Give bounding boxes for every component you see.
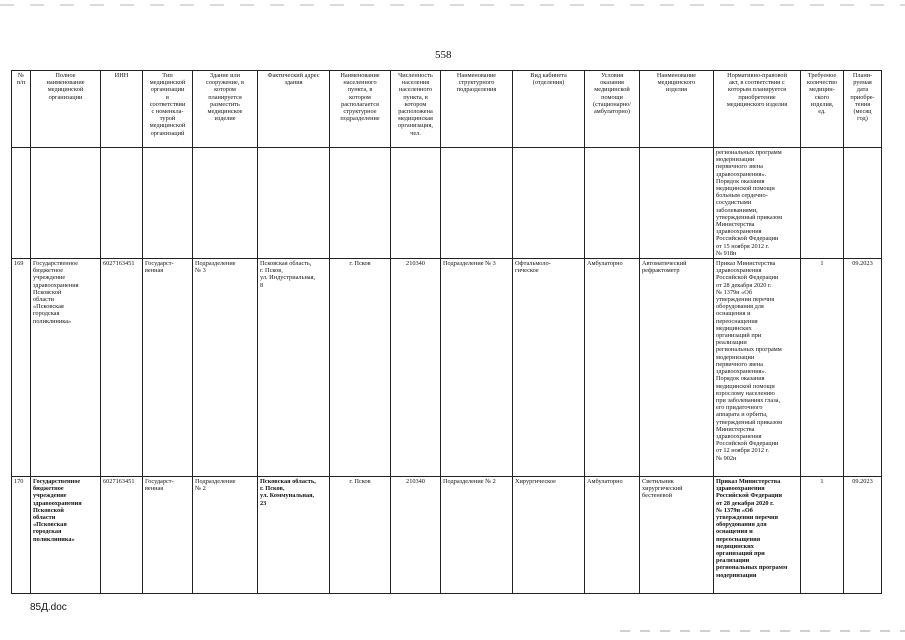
cell-empty bbox=[585, 148, 640, 259]
header-legal-act: Нормативно-правовой акт, в соответствии с которым планируется приобретение медицинского изделия bbox=[714, 71, 801, 148]
cell-org-name: Государственное бюджетное учреждение здравоохранения Псковской области «Псковская городская поликлиника» bbox=[31, 259, 101, 477]
cell-cabinet: Офтальмоло- гическое bbox=[513, 259, 585, 477]
cell-conditions: Амбулаторно bbox=[585, 259, 640, 477]
header-cabinet: Вид кабинета (отделения) bbox=[513, 71, 585, 148]
cell-inn: 6027163451 bbox=[101, 259, 143, 477]
cell-empty bbox=[441, 148, 513, 259]
header-org-type: Тип медицинской организации в соответствии с номенкла- турой медицинской организаций bbox=[143, 71, 193, 148]
cell-org-type: Государст- венная bbox=[143, 477, 193, 594]
cell-legal-act-continuation: региональных программ модернизации первичного звена здравоохранения». Порядок оказания медицинской помощи больным сердечно- сосудистыми заболеваниями, утвержденный приказом Министерства здравоохранения Российской Федерации от 15 ноября 2012 г. № 918н bbox=[714, 148, 801, 259]
cell-subdivision: Подразделение № 2 bbox=[441, 477, 513, 594]
cell-empty bbox=[193, 148, 258, 259]
header-quantity: Требуемое количество медицин- ского изделия, ед. bbox=[801, 71, 844, 148]
header-address: Фактический адрес здания bbox=[258, 71, 330, 148]
header-org-name: Полное наименование медицинской организации bbox=[31, 71, 101, 148]
header-population: Численность населения населенного пункта, в котором расположена медицинская организация, чел. bbox=[391, 71, 441, 148]
cell-empty bbox=[12, 148, 31, 259]
cell-legal-act: Приказ Министерства здравоохранения Российской Федерации от 28 декабря 2020 г. № 1379н «Об утверждении перечня оборудования для оснащения и переоснащения медицинских организаций при реализации региональных программ модернизации bbox=[714, 477, 801, 594]
page-number: 558 bbox=[435, 49, 452, 61]
table-row bbox=[12, 259, 882, 477]
table-row bbox=[12, 477, 882, 594]
cell-empty bbox=[31, 148, 101, 259]
cell-population: 210340 bbox=[391, 477, 441, 594]
cell-number: 169 bbox=[12, 259, 31, 477]
cell-legal-act: Приказ Министерства здравоохранения Российской Федерации от 28 декабря 2020 г. № 1379н «Об утверждении перечня оборудования для оснащения и переоснащения медицинских организаций при реализации региональных программ модернизации первичного звена здравоохранения». Порядок оказания медицинской помощи взрослому населению при заболеваниях глаза, его придаточного аппарата и орбиты, утвержденный приказом Министерства здравоохранения Российской Федерации от 12 ноября 2012 г. № 902н bbox=[714, 259, 801, 477]
header-locality: Наименование населенного пункта, в котором располагается структурное подразделение bbox=[330, 71, 391, 148]
cell-quantity: 1 bbox=[801, 477, 844, 594]
cell-subdivision: Подразделение № 3 bbox=[441, 259, 513, 477]
cell-empty bbox=[801, 148, 844, 259]
cell-empty bbox=[330, 148, 391, 259]
cell-empty bbox=[258, 148, 330, 259]
cell-org-name: Государственное бюджетное учреждение здравоохранения Псковской области «Псковская городская поликлиника» bbox=[31, 477, 101, 594]
cell-quantity: 1 bbox=[801, 259, 844, 477]
cell-empty bbox=[101, 148, 143, 259]
cell-address: Псковская область, г. Псков, ул. Коммунальная, 23 bbox=[258, 477, 330, 594]
cell-locality: г. Псков bbox=[330, 477, 391, 594]
scan-artifact-top bbox=[0, 4, 905, 6]
cell-empty bbox=[143, 148, 193, 259]
table-header-row bbox=[12, 71, 882, 148]
cell-date: 09.2023 bbox=[844, 477, 882, 594]
header-building: Здание или сооружение, в котором планируется разместить медицинское изделие bbox=[193, 71, 258, 148]
cell-device: Автоматический рефрактометр bbox=[640, 259, 714, 477]
cell-date: 09.2023 bbox=[844, 259, 882, 477]
cell-empty bbox=[844, 148, 882, 259]
cell-cabinet: Хирургическое bbox=[513, 477, 585, 594]
scan-artifact-bottom bbox=[620, 630, 905, 632]
cell-building: Подразделение № 3 bbox=[193, 259, 258, 477]
header-subdivision: Наименование структурного подразделения bbox=[441, 71, 513, 148]
header-date: Плани- руемая дата приобре- тения (месяц год) bbox=[844, 71, 882, 148]
header-number: № п/п bbox=[12, 71, 31, 148]
cell-building: Подразделение № 2 bbox=[193, 477, 258, 594]
cell-empty bbox=[640, 148, 714, 259]
table-row-continuation bbox=[12, 148, 882, 259]
cell-population: 210340 bbox=[391, 259, 441, 477]
header-conditions: Условия оказания медицинской помощи (стационарно/ амбулаторно) bbox=[585, 71, 640, 148]
cell-conditions: Амбулаторно bbox=[585, 477, 640, 594]
header-inn: ИНН bbox=[101, 71, 143, 148]
cell-device: Светильник хирургический бестеневой bbox=[640, 477, 714, 594]
cell-number: 170 bbox=[12, 477, 31, 594]
footer-filename: 85Д.doc bbox=[30, 602, 67, 613]
cell-org-type: Государст- венная bbox=[143, 259, 193, 477]
cell-inn: 6027163451 bbox=[101, 477, 143, 594]
header-device: Наименование медицинского изделия bbox=[640, 71, 714, 148]
cell-empty bbox=[391, 148, 441, 259]
cell-empty bbox=[513, 148, 585, 259]
cell-locality: г. Псков bbox=[330, 259, 391, 477]
equipment-table bbox=[11, 70, 882, 594]
cell-address: Псковская область, г. Псков, ул. Индустриальная, 8 bbox=[258, 259, 330, 477]
